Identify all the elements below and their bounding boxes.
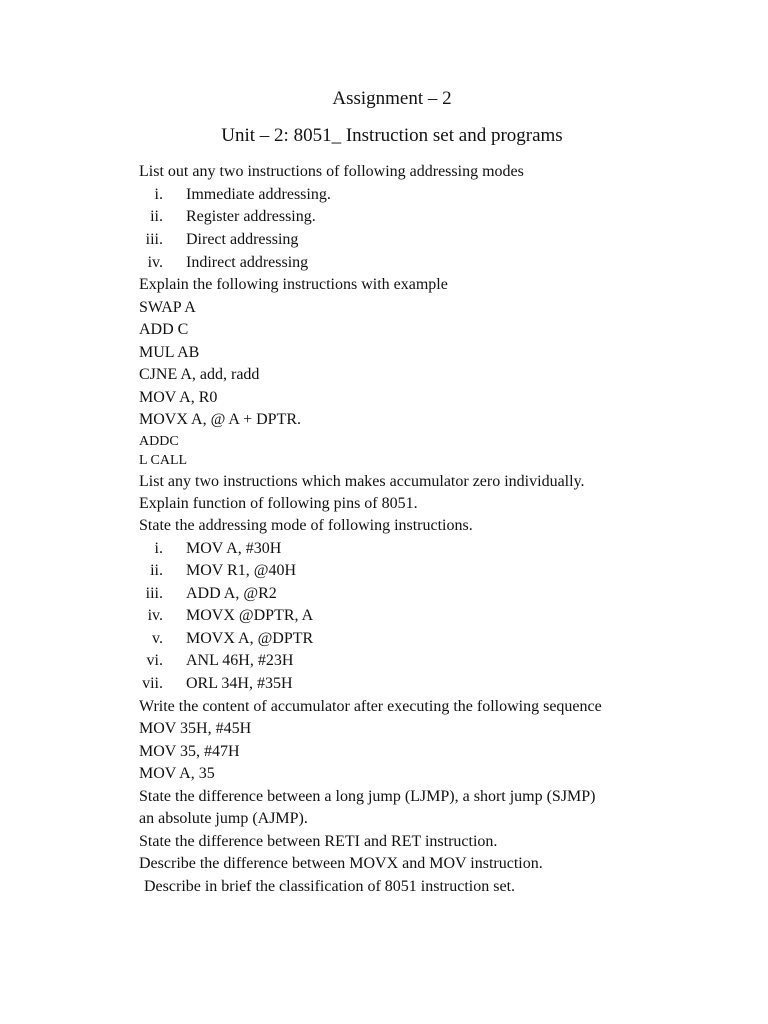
instruction-line: MOV 35H, #45H	[139, 720, 252, 737]
roman-numeral: vii.	[142, 675, 163, 692]
roman-numeral: iv.	[147, 254, 163, 271]
instruction-line: MOV A, 35	[139, 765, 215, 782]
list-item-text: Indirect addressing	[186, 254, 309, 271]
roman-numeral: ii.	[150, 208, 163, 225]
list-item-text: MOVX A, @DPTR	[186, 630, 314, 647]
list-item-text: MOVX @DPTR, A	[186, 607, 314, 624]
instruction-line: SWAP A	[139, 299, 196, 316]
roman-numeral: v.	[152, 630, 163, 647]
list-item-text: ORL 34H, #35H	[186, 675, 293, 692]
question-text: Explain the following instructions with example	[139, 276, 448, 293]
question-text: Write the content of accumulator after executing the following sequence	[139, 698, 602, 715]
list-item-text: MOV R1, @40H	[186, 562, 297, 579]
list-item-text: ANL 46H, #23H	[186, 652, 294, 669]
question-text: Explain function of following pins of 8051.	[139, 495, 418, 512]
list-item-text: Register addressing.	[186, 208, 316, 225]
question-text: List any two instructions which makes accumulator zero individually.	[139, 473, 585, 490]
instruction-line: CJNE A, add, radd	[139, 366, 260, 383]
question-text: Describe the difference between MOVX and MOV instruction.	[139, 855, 543, 872]
page-subtitle: Unit – 2: 8051_ Instruction set and programs	[221, 125, 563, 146]
instruction-line: MUL AB	[139, 344, 200, 361]
question-text: State the addressing mode of following instructions.	[139, 517, 473, 534]
roman-numeral: ii.	[150, 562, 163, 579]
roman-numeral: iii.	[145, 231, 163, 248]
list-item-text: Immediate addressing.	[186, 186, 331, 203]
list-item-text: Direct addressing	[186, 231, 299, 248]
instruction-line: ADD C	[139, 321, 189, 338]
list-item-text: ADD A, @R2	[186, 585, 277, 602]
roman-numeral: vi.	[146, 652, 163, 669]
question-continuation: an absolute jump (AJMP).	[139, 810, 308, 827]
instruction-line: L CALL	[139, 453, 188, 468]
instruction-line: MOV 35, #47H	[139, 743, 240, 760]
question-text: State the difference between a long jump (LJMP), a short jump (SJMP)	[139, 788, 596, 805]
instruction-line: MOVX A, @ A + DPTR.	[139, 411, 302, 428]
instruction-line: ADDC	[139, 434, 179, 449]
roman-numeral: iv.	[147, 607, 163, 624]
question-text: Describe in brief the classification of 8051 instruction set.	[144, 878, 516, 895]
instruction-line: MOV A, R0	[139, 389, 218, 406]
roman-numeral: i.	[154, 186, 163, 203]
roman-numeral: i.	[154, 540, 163, 557]
question-text: List out any two instructions of following addressing modes	[139, 163, 524, 180]
question-text: State the difference between RETI and RET instruction.	[139, 833, 498, 850]
roman-numeral: iii.	[145, 585, 163, 602]
list-item-text: MOV A, #30H	[186, 540, 282, 557]
page-title: Assignment – 2	[332, 88, 452, 109]
